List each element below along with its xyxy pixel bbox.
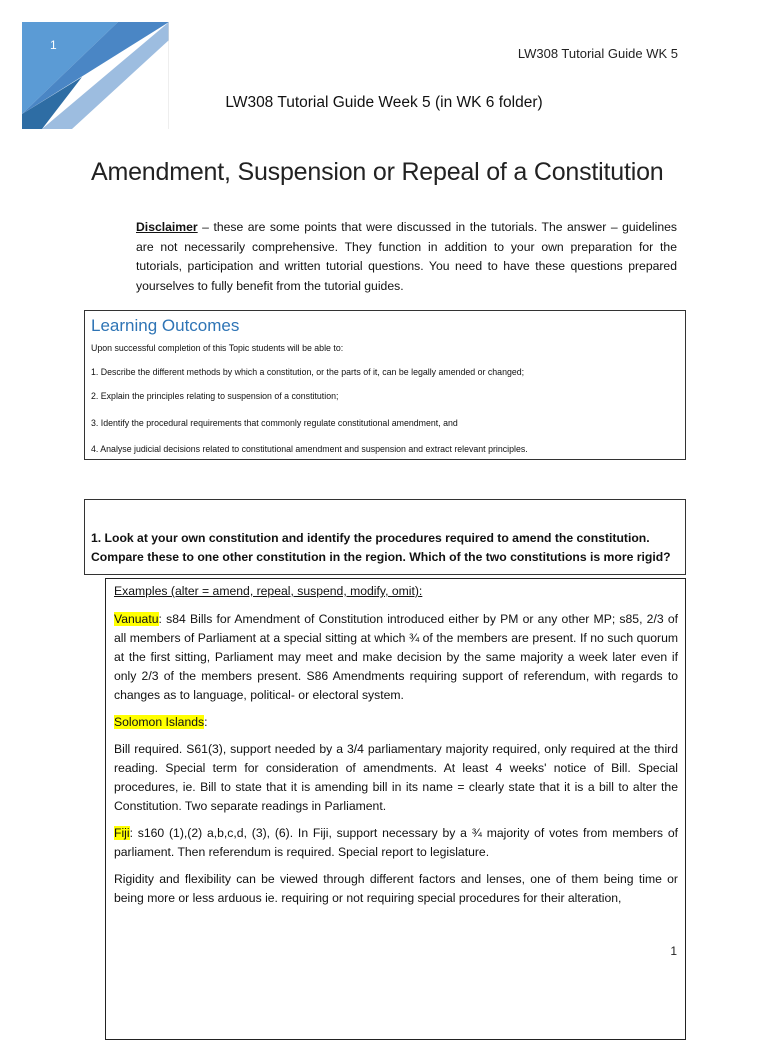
learning-outcomes-box [84,310,686,460]
solomon-heading [114,713,678,732]
disclaimer-paragraph [136,218,677,296]
learning-outcome-item: 2. Explain the principles relating to suspension of a constitution; [91,391,339,401]
solomon-paragraph: Bill required. S61(3), support needed by a 3/4 parliamentary majority required, only required at the third reading. Special term for consideration of amendments. At least 4 weeks' notice of Bill. Special procedures, ie. Bill to state that it is amending bill in its name = clearly state that it is a bill to alter the Constitution. Two separate readings in Parliament. [114,742,678,813]
examples-heading: Examples (alter = amend, repeal, suspend, modify, omit): [114,584,423,598]
learning-outcome-item: 4. Analyse judicial decisions related to constitutional amendment and suspension and extract relevant principles. [91,444,528,454]
learning-outcome-item: 3. Identify the procedural requirements that commonly regulate constitutional amendment, and [91,418,458,428]
solomon-label: Solomon Islands [114,715,205,729]
question-text: 1. Look at your own constitution and identify the procedures required to amend the constitution. Compare these to one other constitution in the region. Which of the two constitutions is more rigid? [91,531,671,564]
examples-content [114,582,678,916]
vanuatu-text: : s84 Bills for Amendment of Constitution introduced either by PM or any other MP; s85, 2/3 of all members of Parliament at a special sitting at which ¾ of the members are present. If no such quorum at the first sitting, Parliament may meet and make decision by the same majority a week later even if only 2/3 of the members present. S86 Amendments requiring support of referendum, with regards to changes as to language, political- or electoral system. [114,612,678,702]
document-subtitle: LW308 Tutorial Guide Week 5 (in WK 6 folder) [225,94,543,111]
solomon-colon: : [204,715,208,729]
fiji-label: Fiji [114,826,130,840]
vanuatu-paragraph [114,610,678,705]
learning-outcomes-title: Learning Outcomes [91,316,240,335]
disclaimer-text: – these are some points that were discussed in the tutorials. The answer – guidelines are not necessarily comprehensive. They function in addition to your own preparation for the tutorials, participation and written tutorial questions. You need to have these questions prepared yourselves to fully benefit from the tutorial guides. [136,220,677,293]
corner-decoration [22,22,169,129]
running-header: LW308 Tutorial Guide WK 5 [517,46,678,61]
page-title: Amendment, Suspension or Repeal of a Constitution [91,158,664,186]
learning-outcome-item: 1. Describe the different methods by which a constitution, or the parts of it, can be legally amended or changed; [91,367,525,377]
disclaimer-label: Disclaimer [136,220,198,234]
fiji-text: : s160 (1),(2) a,b,c,d, (3), (6). In Fiji, support necessary by a ¾ majority of votes from members of parliament. Then referendum is required. Special report to legislature. [114,826,678,859]
learning-outcomes-intro: Upon successful completion of this Topic students will be able to: [91,343,344,353]
rigidity-paragraph: Rigidity and flexibility can be viewed through different factors and lenses, one of them being time or being more or less arduous ie. requiring or not requiring special procedures for their alteration, [114,872,678,905]
fiji-paragraph [114,824,678,862]
question-box [84,499,686,575]
corner-page-number: 1 [50,38,57,52]
page-number: 1 [670,944,677,958]
examples-box [105,578,686,1040]
vanuatu-label: Vanuatu [114,612,159,626]
